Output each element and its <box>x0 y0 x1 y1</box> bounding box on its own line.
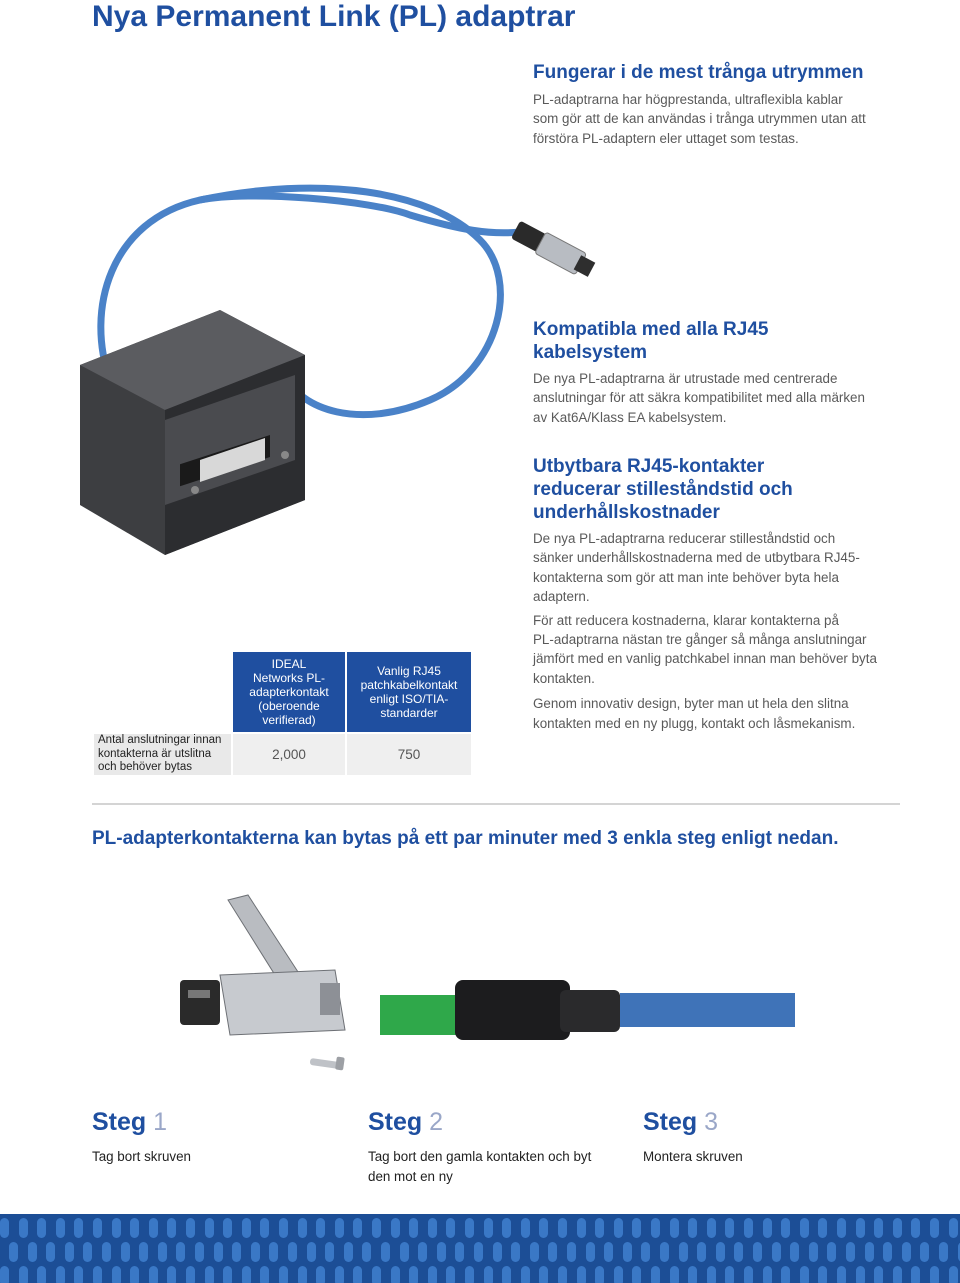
footer-dot <box>893 1218 902 1238</box>
footer-dot <box>837 1218 846 1238</box>
footer-dot <box>112 1218 121 1238</box>
footer-dot <box>837 1266 846 1283</box>
footer-dot <box>279 1218 288 1238</box>
footer-dot <box>195 1242 204 1262</box>
footer-dot <box>707 1266 716 1283</box>
closed-connector <box>380 980 795 1040</box>
footer-dot <box>130 1218 139 1238</box>
footer-dot <box>316 1266 325 1283</box>
step-word: Steg <box>368 1108 423 1136</box>
footer-dot <box>0 1266 9 1283</box>
footer-dot <box>623 1242 632 1262</box>
footer-dot <box>344 1242 353 1262</box>
step-text: Tag bort den gamla kontakten och byt den mot en ny <box>368 1149 592 1184</box>
section-heading-replaceable: Utbytbara RJ45-kontakter reducerar stilleståndstid och underhållskostnader <box>533 456 793 523</box>
footer-dot <box>846 1242 855 1262</box>
footer-dot <box>298 1266 307 1283</box>
adapter-body <box>80 310 305 555</box>
footer-dot <box>223 1266 232 1283</box>
footer-dot <box>893 1266 902 1283</box>
footer-dot <box>46 1242 55 1262</box>
footer-dot <box>856 1218 865 1238</box>
footer-dot <box>149 1266 158 1283</box>
footer-dot <box>939 1242 948 1262</box>
footer-dot <box>521 1218 530 1238</box>
footer-dot <box>614 1266 623 1283</box>
footer-dot <box>409 1218 418 1238</box>
footer-dot <box>251 1242 260 1262</box>
screw <box>310 1057 345 1071</box>
footer-dot <box>260 1218 269 1238</box>
row-label: Antal anslutningar innan kontakterna är utslitna och behöver bytas <box>94 734 231 775</box>
footer-dot <box>781 1266 790 1283</box>
footer-dot <box>232 1242 241 1262</box>
footer-dot <box>558 1266 567 1283</box>
connector-steps-photo <box>160 885 800 1085</box>
footer-dot <box>874 1218 883 1238</box>
footer-dot <box>539 1218 548 1238</box>
footer-dot <box>37 1266 46 1283</box>
footer-dot <box>827 1242 836 1262</box>
footer-dot <box>539 1266 548 1283</box>
footer-dot <box>446 1218 455 1238</box>
footer-pattern <box>0 1214 960 1283</box>
footer-dot <box>484 1266 493 1283</box>
footer-dot <box>558 1218 567 1238</box>
footer-dot <box>800 1266 809 1283</box>
footer-dot <box>186 1218 195 1238</box>
footer-dot <box>353 1266 362 1283</box>
footer-dot <box>279 1266 288 1283</box>
footer-dot <box>335 1218 344 1238</box>
value-standard: 750 <box>347 734 471 775</box>
footer-dot <box>316 1218 325 1238</box>
footer-dot <box>809 1242 818 1262</box>
page-title: Nya Permanent Link (PL) adaptrar <box>92 0 576 33</box>
footer-dot <box>242 1218 251 1238</box>
footer-dot <box>56 1218 65 1238</box>
paragraph: De nya PL-adaptrarna reducerar stilleståndstid och sänker underhållskostnaderna med de utbytbara RJ45- kontakterna som gör att man inte behöver byta hela adaptern. <box>533 531 860 605</box>
section-heading-compatible: Kompatibla med alla RJ45 kabelsystem <box>533 319 769 363</box>
footer-dot <box>83 1242 92 1262</box>
footer-dot <box>28 1242 37 1262</box>
footer-dot <box>56 1266 65 1283</box>
footer-dot <box>874 1266 883 1283</box>
paragraph: För att reducera kostnaderna, klarar kontakterna på PL-adaptrarna nästan tre gånger så många anslutningar jämfört med en vanlig patchkabel innan man behöver byta kontakten. <box>533 612 877 686</box>
footer-dot <box>586 1242 595 1262</box>
step-word: Steg <box>643 1108 698 1136</box>
step-number: 3 <box>704 1108 719 1136</box>
footer-dot <box>818 1218 827 1238</box>
footer-dot <box>121 1242 130 1262</box>
value-ideal: 2,000 <box>233 734 345 775</box>
footer-dot <box>130 1266 139 1283</box>
footer-dot <box>428 1218 437 1238</box>
footer-dot <box>455 1242 464 1262</box>
footer-dot <box>205 1266 214 1283</box>
steps-banner: PL-adapterkontakterna kan bytas på ett par minuter med 3 enkla steg enligt nedan. <box>92 828 839 849</box>
footer-dot <box>19 1218 28 1238</box>
footer-dot <box>37 1218 46 1238</box>
footer-dot <box>269 1242 278 1262</box>
footer-dot <box>9 1242 18 1262</box>
footer-dot <box>632 1266 641 1283</box>
footer-dot <box>362 1242 371 1262</box>
footer-dot <box>744 1218 753 1238</box>
open-connector <box>180 895 345 1035</box>
footer-dot <box>651 1266 660 1283</box>
footer-dot <box>902 1242 911 1262</box>
footer-dot <box>446 1266 455 1283</box>
footer-dot <box>577 1218 586 1238</box>
footer-dot <box>716 1242 725 1262</box>
step-number: 2 <box>429 1108 444 1136</box>
section-text-compatible: De nya PL-adaptrarna är utrustade med centrerade anslutningar för att säkra kompatibilitet med alla märken av Kat6A/Klass EA kabelsystem. <box>533 371 865 425</box>
footer-dot <box>632 1218 641 1238</box>
footer-dot <box>772 1242 781 1262</box>
footer-dot <box>428 1266 437 1283</box>
column-header-ideal: IDEAL Networks PL- adapterkontakt (oberoende verifierad) <box>233 652 345 732</box>
footer-dot <box>205 1218 214 1238</box>
footer-dot <box>186 1266 195 1283</box>
step-1 <box>92 1108 352 1167</box>
footer-dot <box>74 1218 83 1238</box>
footer-dot <box>679 1242 688 1262</box>
footer-dot <box>335 1266 344 1283</box>
footer-dot <box>437 1242 446 1262</box>
footer-dot <box>604 1242 613 1262</box>
footer-dot <box>781 1218 790 1238</box>
footer-dot <box>818 1266 827 1283</box>
footer-dot <box>930 1266 939 1283</box>
footer-dot <box>167 1218 176 1238</box>
footer-dot <box>325 1242 334 1262</box>
footer-dot <box>214 1242 223 1262</box>
footer-dot <box>260 1266 269 1283</box>
footer-dot <box>502 1266 511 1283</box>
footer-dot <box>614 1218 623 1238</box>
footer-dot <box>372 1266 381 1283</box>
footer-dot <box>167 1266 176 1283</box>
section-text-replaceable <box>533 529 913 733</box>
footer-dot <box>391 1218 400 1238</box>
footer-dot <box>790 1242 799 1262</box>
footer-dot <box>484 1218 493 1238</box>
footer-dot <box>949 1218 958 1238</box>
footer-dot <box>19 1266 28 1283</box>
footer-dot <box>381 1242 390 1262</box>
footer-dot <box>530 1242 539 1262</box>
footer-dot <box>242 1266 251 1283</box>
footer-dot <box>548 1242 557 1262</box>
footer-dot <box>474 1242 483 1262</box>
footer-dot <box>949 1266 958 1283</box>
footer-dot <box>911 1266 920 1283</box>
footer-dot <box>920 1242 929 1262</box>
footer-dot <box>911 1218 920 1238</box>
footer-dot <box>93 1266 102 1283</box>
pl-adapter-photo <box>70 160 610 570</box>
footer-dot <box>725 1218 734 1238</box>
footer-dot <box>298 1218 307 1238</box>
footer-dot <box>577 1266 586 1283</box>
footer-dot <box>353 1218 362 1238</box>
footer-dot <box>763 1218 772 1238</box>
footer-dot <box>865 1242 874 1262</box>
footer-dot <box>223 1218 232 1238</box>
footer-dot <box>409 1266 418 1283</box>
footer-dot <box>930 1218 939 1238</box>
footer-dot <box>660 1242 669 1262</box>
footer-dot <box>651 1218 660 1238</box>
footer-dot <box>372 1218 381 1238</box>
footer-dot <box>400 1242 409 1262</box>
footer-dot <box>418 1242 427 1262</box>
footer-dot <box>465 1266 474 1283</box>
footer-dot <box>158 1242 167 1262</box>
comparison-table <box>92 650 473 777</box>
footer-dot <box>856 1266 865 1283</box>
footer-dot <box>670 1218 679 1238</box>
step-3 <box>643 1108 903 1167</box>
footer-dot <box>883 1242 892 1262</box>
footer-dot <box>93 1218 102 1238</box>
footer-dot <box>391 1266 400 1283</box>
footer-dot <box>595 1266 604 1283</box>
footer-dot <box>102 1242 111 1262</box>
footer-dot <box>707 1218 716 1238</box>
footer-dot <box>493 1242 502 1262</box>
section-text-tight-spaces: PL-adaptrarna har högprestanda, ultraflexibla kablar som gör att de kan användas i trånga utrymmen utan att förstöra PL-adaptern eler uttaget som testas. <box>533 92 866 146</box>
step-2 <box>368 1108 628 1187</box>
footer-dot <box>800 1218 809 1238</box>
footer-dot <box>688 1218 697 1238</box>
footer-dot <box>567 1242 576 1262</box>
footer-dot <box>725 1266 734 1283</box>
footer-dot <box>641 1242 650 1262</box>
footer-dot <box>65 1242 74 1262</box>
footer-dot <box>307 1242 316 1262</box>
footer-dot <box>149 1218 158 1238</box>
footer-dot <box>465 1218 474 1238</box>
section-heading-tight-spaces: Fungerar i de mest trånga utrymmen <box>533 62 864 83</box>
footer-dot <box>112 1266 121 1283</box>
footer-dot <box>521 1266 530 1283</box>
step-text: Tag bort skruven <box>92 1149 191 1164</box>
step-word: Steg <box>92 1108 147 1136</box>
footer-dot <box>763 1266 772 1283</box>
footer-dot <box>753 1242 762 1262</box>
footer-dot <box>176 1242 185 1262</box>
divider <box>92 803 900 805</box>
footer-dot <box>139 1242 148 1262</box>
footer-dot <box>688 1266 697 1283</box>
footer-dot <box>744 1266 753 1283</box>
footer-dot <box>0 1218 9 1238</box>
footer-dot <box>697 1242 706 1262</box>
footer-dot <box>502 1218 511 1238</box>
footer-dot <box>74 1266 83 1283</box>
footer-dot <box>670 1266 679 1283</box>
footer-dot <box>288 1242 297 1262</box>
footer-dot <box>511 1242 520 1262</box>
step-text: Montera skruven <box>643 1149 743 1164</box>
step-number: 1 <box>153 1108 168 1136</box>
column-header-standard: Vanlig RJ45 patchkabelkontakt enligt ISO/TIA- standarder <box>347 652 471 732</box>
paragraph: Genom innovativ design, byter man ut hela den slitna kontakten med en ny plugg, kontakt och låsmekanism. <box>533 696 856 731</box>
footer-dot <box>595 1218 604 1238</box>
footer-dot <box>734 1242 743 1262</box>
